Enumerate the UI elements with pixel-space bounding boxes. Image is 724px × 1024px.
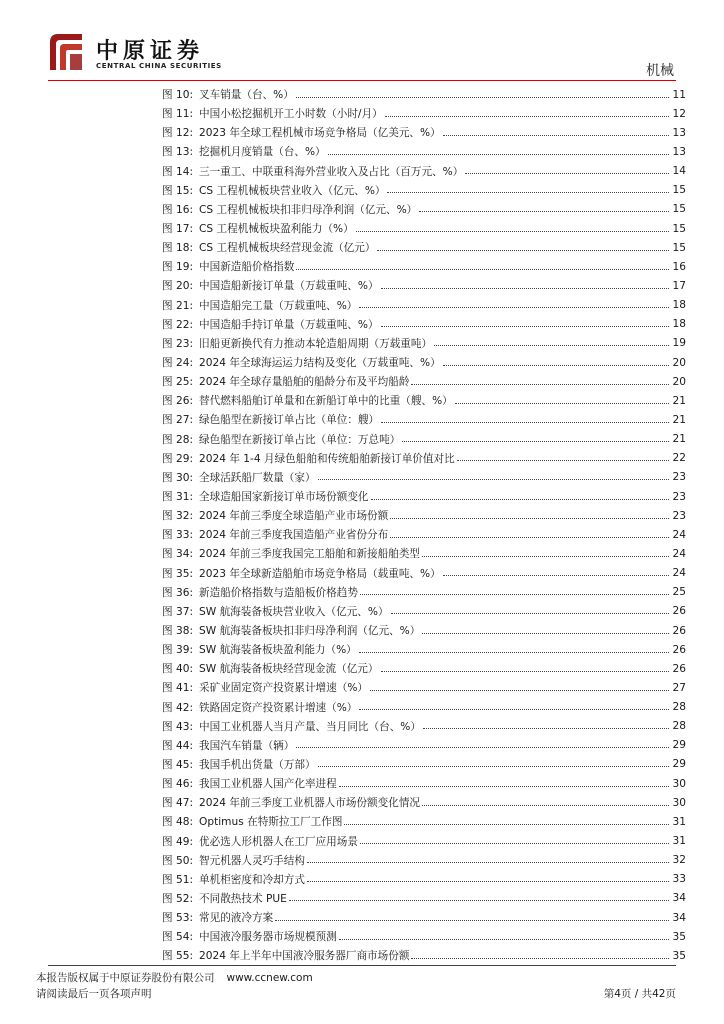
figure-title: 绿色船型在新接订单占比（单位：万总吨）	[199, 433, 401, 446]
dot-leader	[443, 127, 669, 136]
dot-leader	[307, 873, 669, 882]
toc-entry[interactable]	[162, 449, 686, 468]
toc-entry[interactable]	[162, 506, 686, 525]
figure-title: SW 航海装备板块盈利能力（%）	[199, 644, 357, 657]
figure-title: 单机柜密度和冷却方式	[199, 873, 305, 886]
figure-title: 新造船价格指数与造船板价格趋势	[199, 586, 358, 599]
figure-title: 2024 年前三季度我国完工船舶和新接船舶类型	[199, 548, 421, 561]
page-ref: 30	[672, 777, 686, 790]
dot-leader	[296, 89, 669, 98]
figure-title: 2024 年前三季度全球造船产业市场份额	[199, 510, 389, 523]
toc-entry[interactable]	[162, 353, 686, 372]
copyright-text: 本报告版权属于中原证券股份有限公司	[36, 972, 215, 984]
toc-entry[interactable]	[162, 889, 686, 908]
page-ref: 26	[672, 662, 686, 675]
toc-entry[interactable]	[162, 583, 686, 602]
figure-label: 图 38:	[162, 625, 194, 637]
footer-divider	[48, 965, 676, 966]
page-ref: 24	[672, 528, 686, 541]
dot-leader	[275, 912, 669, 921]
dot-leader	[381, 280, 669, 289]
footer-copyright	[36, 970, 313, 985]
toc-entry[interactable]	[162, 640, 686, 659]
dot-leader	[381, 318, 669, 327]
toc-entry[interactable]	[162, 85, 686, 104]
figure-title: 常见的液冷方案	[199, 912, 274, 925]
page-ref: 23	[672, 490, 686, 503]
page-ref: 35	[672, 930, 686, 943]
page-ref: 28	[672, 720, 686, 733]
page-ref: 30	[672, 796, 686, 809]
figure-label: 图 48:	[162, 816, 194, 829]
figure-label: 图 24:	[162, 357, 194, 370]
figure-title: CS 工程机械板块扣非归母净利润（亿元、%）	[199, 203, 418, 216]
page-ref: 21	[672, 433, 686, 446]
figure-label: 图 34:	[162, 548, 194, 561]
figure-title: 我国手机出货量（万部）	[199, 758, 316, 771]
toc-entry[interactable]	[162, 544, 686, 563]
dot-leader	[381, 414, 669, 423]
page-ref: 20	[672, 375, 686, 388]
page-ref: 26	[672, 605, 686, 618]
figure-label: 图 17:	[162, 223, 194, 236]
figure-title: 中国造船完工量（万载重吨、%）	[199, 299, 358, 312]
figure-title: 三一重工、中联重科海外营业收入及占比（百万元、%）	[199, 165, 464, 178]
page-ref: 31	[672, 835, 686, 848]
figure-title: 中国新造船价格指数	[199, 261, 295, 274]
figure-title: 中国造船手持订单量（万载重吨、%）	[199, 318, 379, 331]
figure-title: 优必选人形机器人在工厂应用场景	[199, 835, 358, 848]
figure-label: 图 51:	[162, 873, 194, 886]
toc-entry[interactable]	[162, 200, 686, 219]
page-ref: 12	[672, 107, 686, 120]
dot-leader	[296, 739, 669, 748]
figure-title: SW 航海装备板块营业收入（亿元、%）	[199, 605, 389, 618]
figure-label: 图 53:	[162, 912, 194, 925]
figure-label: 图 10:	[162, 89, 194, 102]
figure-title: 替代燃料船舶订单量和在新船订单中的比重（艘、%）	[199, 395, 453, 408]
page-ref: 33	[672, 873, 686, 886]
toc-entry[interactable]	[162, 525, 686, 544]
brand-name-cn: 中原证券	[96, 38, 205, 64]
page-ref: 34	[672, 892, 686, 905]
dot-leader	[371, 491, 669, 500]
dot-leader	[455, 395, 669, 404]
page-ref: 19	[672, 337, 686, 350]
toc-entry[interactable]	[162, 315, 686, 334]
dot-leader	[370, 682, 669, 691]
figure-label: 图 55:	[162, 950, 194, 963]
toc-entry[interactable]	[162, 774, 686, 793]
page-number: 第4页 / 共42页	[603, 988, 676, 1000]
toc-entry[interactable]	[162, 238, 686, 257]
toc-entry[interactable]	[162, 142, 686, 161]
dot-leader	[443, 357, 669, 366]
figure-title: 2024 年上半年中国液冷服务器厂商市场份额	[199, 950, 410, 963]
figure-label: 图 22:	[162, 318, 194, 331]
figure-title: 2024 年全球海运运力结构及变化（万载重吨、%）	[199, 357, 441, 370]
toc-entry[interactable]	[162, 755, 686, 774]
toc-entry[interactable]	[162, 927, 686, 946]
dot-leader	[359, 644, 669, 653]
page-ref: 24	[672, 547, 686, 560]
dot-leader	[422, 797, 669, 806]
figure-label: 图 39:	[162, 644, 194, 657]
page-ref: 18	[672, 318, 686, 331]
central-china-securities-logo-icon	[48, 32, 84, 72]
dot-leader	[422, 625, 669, 634]
figure-title: 2024 年 1-4 月绿色船舶和传统船舶新接订单价值对比	[199, 452, 455, 465]
figure-title: 2024 年前三季度我国造船产业省份分布	[199, 529, 389, 542]
dot-leader	[465, 165, 669, 174]
figure-label: 图 46:	[162, 778, 194, 791]
figure-label: 图 16:	[162, 203, 194, 216]
figure-label: 图 26:	[162, 395, 194, 408]
figure-label: 图 23:	[162, 337, 194, 350]
toc-entry[interactable]	[162, 372, 686, 391]
figure-title: 不同散热技术 PUE	[199, 892, 287, 905]
dot-leader	[289, 892, 669, 901]
figure-title: 中国小松挖掘机开工小时数（小时/月）	[199, 108, 383, 121]
figure-label: 图 14:	[162, 165, 194, 178]
toc-entry[interactable]	[162, 736, 686, 755]
dot-leader	[422, 548, 669, 557]
dot-leader	[339, 931, 669, 940]
figure-list	[162, 85, 686, 965]
toc-entry[interactable]	[162, 219, 686, 238]
dot-leader	[402, 433, 669, 442]
figure-title: 中国液冷服务器市场规模预测	[199, 931, 337, 944]
toc-entry[interactable]	[162, 162, 686, 181]
figure-title: 绿色船型在新接订单占比（单位：艘）	[199, 414, 380, 427]
figure-title: SW 航海装备板块扣非归母净利润（亿元、%）	[199, 625, 421, 637]
page-ref: 32	[672, 854, 686, 867]
toc-entry[interactable]	[162, 468, 686, 487]
toc-entry[interactable]	[162, 812, 686, 831]
figure-label: 图 30:	[162, 471, 194, 484]
dot-leader	[318, 471, 669, 480]
page-ref: 29	[672, 739, 686, 752]
dot-leader	[377, 242, 669, 251]
figure-title: 2024 年前三季度工业机器人市场份额变化情况	[199, 797, 421, 810]
page-ref: 21	[672, 394, 686, 407]
dot-leader	[434, 337, 669, 346]
toc-entry[interactable]	[162, 410, 686, 429]
page-header	[0, 0, 724, 84]
toc-entry[interactable]	[162, 564, 686, 583]
dot-leader	[356, 223, 669, 232]
figure-title: 2023 年全球新造船舶市场竞争格局（载重吨、%）	[199, 567, 441, 580]
dot-leader	[296, 261, 669, 270]
toc-entry[interactable]	[162, 104, 686, 123]
dot-leader	[443, 567, 669, 576]
figure-title: Optimus 在特斯拉工厂工作图	[199, 816, 343, 829]
figure-label: 图 54:	[162, 931, 194, 944]
figure-title: 旧船更新换代有力推动本轮造船周期（万载重吨）	[199, 337, 433, 350]
figure-label: 图 47:	[162, 797, 194, 810]
page-ref: 17	[672, 279, 686, 292]
figure-label: 图 49:	[162, 835, 194, 848]
figure-title: 中国造船新接订单量（万载重吨、%）	[199, 280, 379, 293]
figure-label: 图 21:	[162, 299, 194, 312]
toc-entry[interactable]	[162, 391, 686, 410]
section-title: 机械	[646, 63, 674, 79]
toc-entry[interactable]	[162, 946, 686, 965]
toc-entry[interactable]	[162, 793, 686, 812]
toc-entry[interactable]	[162, 717, 686, 736]
figure-title: 全球活跃船厂数量（家）	[199, 471, 316, 484]
dot-leader	[391, 605, 669, 614]
figure-label: 图 25:	[162, 376, 194, 389]
toc-entry[interactable]	[162, 851, 686, 870]
page-ref: 35	[672, 949, 686, 962]
page-ref: 18	[672, 299, 686, 312]
toc-entry[interactable]	[162, 181, 686, 200]
dot-leader	[390, 529, 669, 538]
figure-label: 图 27:	[162, 414, 194, 427]
dot-leader	[344, 816, 669, 825]
page-ref: 13	[672, 145, 686, 158]
figure-title: 采矿业固定资产投资累计增速（%）	[199, 682, 368, 695]
page-ref: 27	[672, 681, 686, 694]
page-ref: 34	[672, 911, 686, 924]
figure-title: 全球造船国家新接订单市场份额变化	[199, 491, 369, 504]
figure-title: 2024 年全球存量船舶的船龄分布及平均船龄	[199, 376, 410, 389]
figure-label: 图 44:	[162, 739, 194, 752]
figure-label: 图 35:	[162, 567, 194, 580]
figure-label: 图 31:	[162, 491, 194, 504]
dot-leader	[423, 720, 669, 729]
figure-label: 图 37:	[162, 605, 194, 618]
figure-label: 图 20:	[162, 280, 194, 293]
page-ref: 15	[672, 184, 686, 197]
footer-disclaimer: 请阅读最后一页各项声明	[36, 988, 152, 1000]
page-ref: 15	[672, 241, 686, 254]
figure-label: 图 52:	[162, 892, 194, 905]
toc-entry[interactable]	[162, 659, 686, 678]
dot-leader	[359, 701, 669, 710]
figure-title: 叉车销量（台、%）	[199, 89, 294, 102]
figure-label: 图 19:	[162, 261, 194, 274]
toc-entry[interactable]	[162, 870, 686, 889]
figure-label: 图 40:	[162, 663, 194, 676]
toc-entry[interactable]	[162, 487, 686, 506]
figure-title: 2023 年全球工程机械市场竞争格局（亿美元、%）	[199, 127, 441, 140]
page-ref: 29	[672, 758, 686, 771]
figure-label: 图 13:	[162, 146, 194, 159]
figure-title: 我国汽车销量（辆）	[199, 739, 295, 752]
page-ref: 24	[672, 567, 686, 580]
dot-leader	[390, 510, 669, 519]
toc-entry[interactable]	[162, 678, 686, 697]
dot-leader	[387, 184, 669, 193]
dot-leader	[411, 950, 669, 959]
page-ref: 22	[672, 452, 686, 465]
page-ref: 31	[672, 815, 686, 828]
figure-label: 图 29:	[162, 452, 194, 465]
figure-title: 我国工业机器人国产化率进程	[199, 778, 337, 791]
toc-entry[interactable]	[162, 430, 686, 449]
page-ref: 21	[672, 413, 686, 426]
figure-title: SW 航海装备板块经营现金流（亿元）	[199, 663, 379, 676]
figure-label: 图 36:	[162, 586, 194, 599]
toc-entry[interactable]	[162, 698, 686, 717]
figure-label: 图 43:	[162, 720, 194, 733]
figure-label: 图 41:	[162, 682, 194, 695]
figure-label: 图 50:	[162, 854, 194, 867]
figure-title: 铁路固定资产投资累计增速（%）	[199, 701, 358, 714]
toc-entry[interactable]	[162, 334, 686, 353]
dot-leader	[385, 108, 669, 117]
figure-title: 挖掘机月度销量（台、%）	[199, 146, 326, 159]
figure-label: 图 12:	[162, 127, 194, 140]
dot-leader	[339, 778, 669, 787]
page-ref: 23	[672, 471, 686, 484]
figure-label: 图 45:	[162, 758, 194, 771]
figure-label: 图 32:	[162, 510, 194, 523]
figure-label: 图 15:	[162, 184, 194, 197]
figure-label: 图 18:	[162, 242, 194, 255]
toc-entry[interactable]	[162, 831, 686, 850]
figure-label: 图 33:	[162, 529, 194, 542]
dot-leader	[360, 586, 669, 595]
page-ref: 28	[672, 701, 686, 714]
page-ref: 25	[672, 586, 686, 599]
page-ref: 26	[672, 643, 686, 656]
figure-label: 图 42:	[162, 701, 194, 714]
page-ref: 11	[672, 88, 686, 101]
toc-entry[interactable]	[162, 602, 686, 621]
figure-title: CS 工程机械板块盈利能力（%）	[199, 223, 354, 236]
toc-entry[interactable]	[162, 908, 686, 927]
toc-entry[interactable]	[162, 257, 686, 276]
page-ref: 16	[672, 260, 686, 273]
page-ref: 15	[672, 203, 686, 216]
toc-entry[interactable]	[162, 296, 686, 315]
figure-title: CS 工程机械板块经营现金流（亿元）	[199, 242, 376, 255]
dot-leader	[307, 854, 669, 863]
dot-leader	[457, 452, 669, 461]
dot-leader	[381, 663, 670, 672]
toc-entry[interactable]	[162, 621, 686, 640]
brand-name-en: CENTRAL CHINA SECURITIES	[96, 62, 222, 70]
page-ref: 13	[672, 126, 686, 139]
dot-leader	[419, 203, 669, 212]
website-link[interactable]: www.ccnew.com	[226, 972, 313, 984]
dot-leader	[328, 146, 669, 155]
page-ref: 14	[672, 165, 686, 178]
dot-leader	[360, 835, 669, 844]
figure-label: 图 28:	[162, 433, 194, 446]
figure-title: CS 工程机械板块营业收入（亿元、%）	[199, 184, 386, 197]
page-ref: 26	[672, 624, 686, 637]
toc-entry[interactable]	[162, 276, 686, 295]
header-divider	[48, 80, 676, 81]
figure-title: 中国工业机器人当月产量、当月同比（台、%）	[199, 720, 421, 733]
dot-leader	[318, 758, 669, 767]
dot-leader	[359, 299, 669, 308]
toc-entry[interactable]	[162, 123, 686, 142]
page-ref: 23	[672, 509, 686, 522]
dot-leader	[411, 376, 669, 385]
figure-label: 图 11:	[162, 108, 194, 121]
page-ref: 15	[672, 222, 686, 235]
figure-title: 智元机器人灵巧手结构	[199, 854, 305, 867]
page-ref: 20	[672, 356, 686, 369]
